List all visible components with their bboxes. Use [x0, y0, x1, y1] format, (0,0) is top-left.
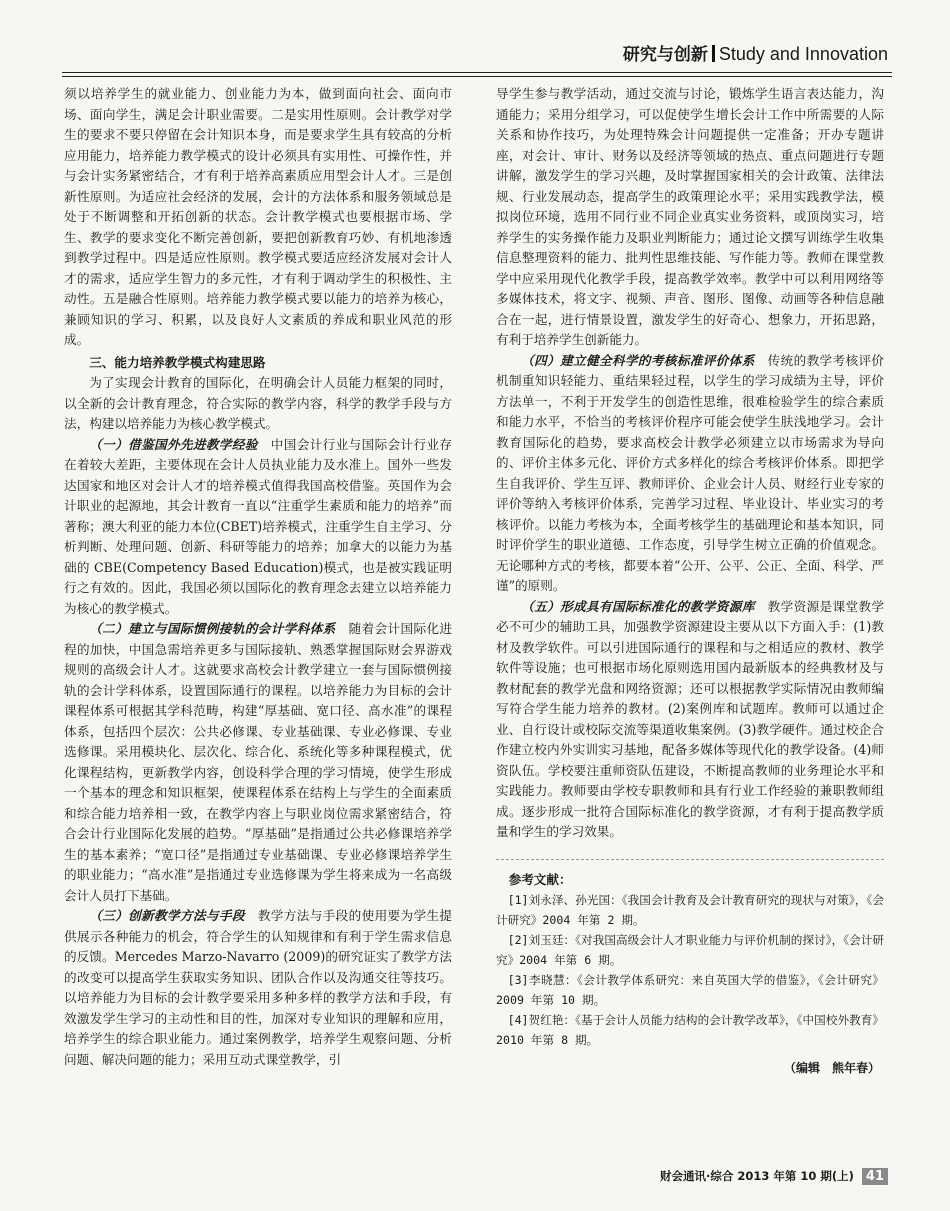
- subsection-title: （四）建立健全科学的考核标准评价体系: [521, 352, 755, 368]
- section-title-en: Study and Innovation: [718, 44, 888, 64]
- subsection-title: （五）形成具有国际标准化的教学资源库: [521, 598, 755, 614]
- references-title: 参考文献：: [508, 871, 572, 887]
- paragraph: 须以培养学生的就业能力、创业能力为本，做到面向社会、面向市场、面向学生，满足会计职业需要。二是实用性原则。会计教学对学生的要求不要只停留在会计知识本身，而是要求学生具有较高的分析应用能力，培养能力教学模式的设计必须具有实用性、可操作性，并与会计实务紧密结合，才有利于培养高素质应用型会计人才。三是创新性原则。为适应社会经济的发展，会计的方法体系和服务领域总是处于不断调整和开拓创新的状态。会计教学模式也要根据市场、学生、教学的要求变化不断完善创新，要把创新教育巧妙、有机地渗透到教学过程中。四是适应性原则。教学模式要适应经济发展对会计人才的需求，适应学生智力的多元性，才有利于调动学生的积极性、主动性。五是融合性原则。培养能力教学模式要以能力的培养为核心，兼顾知识的学习、积累，以及良好人文素质的养成和职业风范的形成。: [64, 86, 452, 347]
- paragraph: 为了实现会计教育的国际化，在明确会计人员能力框架的同时，以全新的会计教育理念，符合实际的教学内容，科学的教学手段与方法，构建以培养能力为核心教学模式。: [64, 375, 452, 431]
- subsection-text: 随着会计国际化进程的加快，中国急需培养更多与国际接轨、熟悉掌握国际财会界游戏规则的高级会计人才。这就要求高校会计教学建立一套与国际惯例接轨的会计学科体系，设置国际通行的课程。以培养能力为目标的会计课程体系可根据其学科范畴，构建“厚基础、宽口径、高水准”的课程体系，包括四个层次：公共必修课、专业基础课、专业必修课、专业选修课。采用模块化、层次化、综合化、系统化等多种课程模式，优化课程结构，更新教学内容，创设科学合理的学习情境，使学生形成一个基本的理念和知识框架，使课程体系在结构上与学生的全面素质和综合能力培养相一致，在教学内容上与职业岗位需求紧密结合，符合会计行业国际化发展的趋势。“厚基础”是指通过公共必修课培养学生的基本素养；“宽口径”是指通过专业基础课、专业必修课培养学生的职业能力；“高水准”是指通过专业选修课为学生将来成为一名高级会计人员打下基础。: [64, 621, 453, 903]
- references: [496, 859, 884, 1050]
- editor-note: （编辑 熊年春）: [783, 1060, 880, 1075]
- header-rule: [62, 72, 892, 73]
- issue-info: 2013 年第 10 期(上): [737, 1169, 854, 1183]
- page-footer: [660, 1168, 888, 1185]
- subsection-text: 教学方法与手段的使用要为学生提供展示各种能力的机会，符合学生的认知规律和有利于学生需求信息的反馈。Mercedes Marzo-Navarro (2009)的研究证实了教学方法的改变可以提高学生获取实务知识、团队合作以及沟通交往等技巧。以培养能力为目标的会计教学要采用多种多样的教学方法和手段，有效激发学生学习的主动性和目的性，加深对专业知识的理解和应用，培养学生的综合职业能力。通过案例教学，培养学生观察问题、分析问题、解决问题的能力；采用互动式课堂教学，引: [64, 908, 453, 1067]
- reference-item: [3]李晓慧：《会计教学体系研究：来自英国大学的借鉴》，《会计研究》2009 年第 10 期。: [496, 972, 884, 1007]
- subsection-title: （二）建立与国际惯例接轨的会计学科体系: [89, 621, 336, 636]
- subsection-4: [496, 351, 884, 597]
- reference-item: [2]刘玉廷：《对我国高级会计人才职业能力与评价机制的探讨》，《会计研究》2004 年第 6 期。: [496, 932, 884, 967]
- subsection-text: 中国会计行业与国际会计行业存在着较大差距，主要体现在会计人员执业能力及水准上。国外一些发达国家和地区对会计人才的培养模式值得我国高校借鉴。英国作为会计职业的起源地，其会计教育一直以“注重学生素质和能力的培养”而著称；澳大利亚的能力本位(CBET)培养模式，注重学生自主学习、分析判断、处理问题、创新、科研等能力的培养；加拿大的以能力为基础的 CBE(Competency Based Education)模式，也是被实践证明行之有效的。因此，我国必须以国际化的教育理念去建立以培养能力为核心的教学模式。: [64, 436, 453, 616]
- subsection-5: [496, 597, 884, 843]
- left-column: [64, 84, 452, 1070]
- journal-name: 财会通讯·综合: [659, 1169, 734, 1183]
- section-title-cn: 研究与创新: [622, 45, 708, 65]
- subsection-title: （一）借鉴国外先进教学经验: [89, 436, 258, 452]
- subsection-text: 教学资源是课堂教学必不可少的辅助工具，加强教学资源建设主要从以下方面入手：(1)教材及教学软件。可以引进国际通行的课程和与之相适应的教材、教学软件等设施；也可根据市场化原则选用国内最新版本的经典教材及与教材配套的教学光盘和网络资源；还可以根据教学实际情况由教师编写符合学生能力培养的教材。(2)案例库和试题库。教师可以通过企业、自行设计或校际交流等渠道收集案例。(3)教学硬件。通过校企合作建立校内外实训实习基地，配备多媒体等现代化的教学设备。(4)师资队伍。学校要注重师资队伍建设，不断提高教师的业务理论水平和实践能力。教师要由学校专职教师和具有行业工作经验的兼职教师组成。逐步形成一批符合国际标准化的教学资源，才有利于提高教学质量和学生的学习效果。: [496, 598, 885, 839]
- header-divider: [712, 45, 715, 62]
- reference-item: [1]刘永泽、孙光国：《我国会计教育及会计教育研究的现状与对策》，《会计研究》2004 年第 2 期。: [496, 892, 884, 927]
- running-head: [623, 40, 888, 65]
- subsection-text: 传统的教学考核评价机制重知识轻能力、重结果轻过程，以学生的学习成绩为主导，评价方法单一，不利于开发学生的创造性思维，很难检验学生的综合素质和能力水平，不恰当的考核评价程序可能会使学生肤浅地学习。会计教育国际化的趋势，要求高校会计教学必须建立以市场需求为导向的、评价主体多元化、评价方式多样化的综合考核评价体系。即把学生自我评价、学生互评、教师评价、企业会计人员、财经行业专家的评价等纳入考核评价体系，完善学习过程、毕业设计、毕业实习的考核评价。以能力考核为本，全面考核学生的基础理论和基本知识，同时评价学生的职业道德、工作态度，引导学生树立正确的价值观念。无论哪种方式的考核，都要本着“公开、公平、公正、全面、科学、严谨”的原则。: [496, 352, 885, 593]
- reference-item: [4]贺红艳：《基于会计人员能力结构的会计教学改革》，《中国校外教育》2010 年第 8 期。: [496, 1012, 884, 1047]
- section-heading: 三、能力培养教学模式构建思路: [89, 354, 266, 370]
- subsection-3: [64, 906, 452, 1070]
- subsection-title: （三）创新教学方法与手段: [89, 908, 245, 923]
- right-column: [496, 84, 884, 1078]
- paragraph: 导学生参与教学活动，通过交流与讨论，锻炼学生语言表达能力，沟通能力；采用分组学习，可以促使学生增长会计工作中所需要的人际关系和协作技巧，为处理特殊会计问题提供一定准备；开办专题讲座，对会计、审计、财务以及经济等领域的热点、重点问题进行专题讲解，激发学生的学习兴趣，及时掌握国家相关的会计政策、法律法规、行业发展动态，提高学生的政策理论水平；采用实践教学法，模拟岗位环境，选用不同行业不同企业真实业务资料，或顶岗实习，培养学生的实务操作能力及职业判断能力；通过论文撰写训练学生收集信息整理资料的能力、批判性思维技能、写作能力等。教师在课堂教学中应采用现代化教学手段，提高教学效率。教学中可以利用网络等多媒体技术，将文字、视频、声音、图形、图像、动画等各种信息融合在一起，进行情景设置，激发学生的好奇心、想象力，开拓思路，有利于培养学生创新能力。: [496, 86, 884, 347]
- page-number: 41: [862, 1168, 888, 1185]
- subsection-2: [64, 619, 452, 906]
- subsection-1: [64, 435, 452, 620]
